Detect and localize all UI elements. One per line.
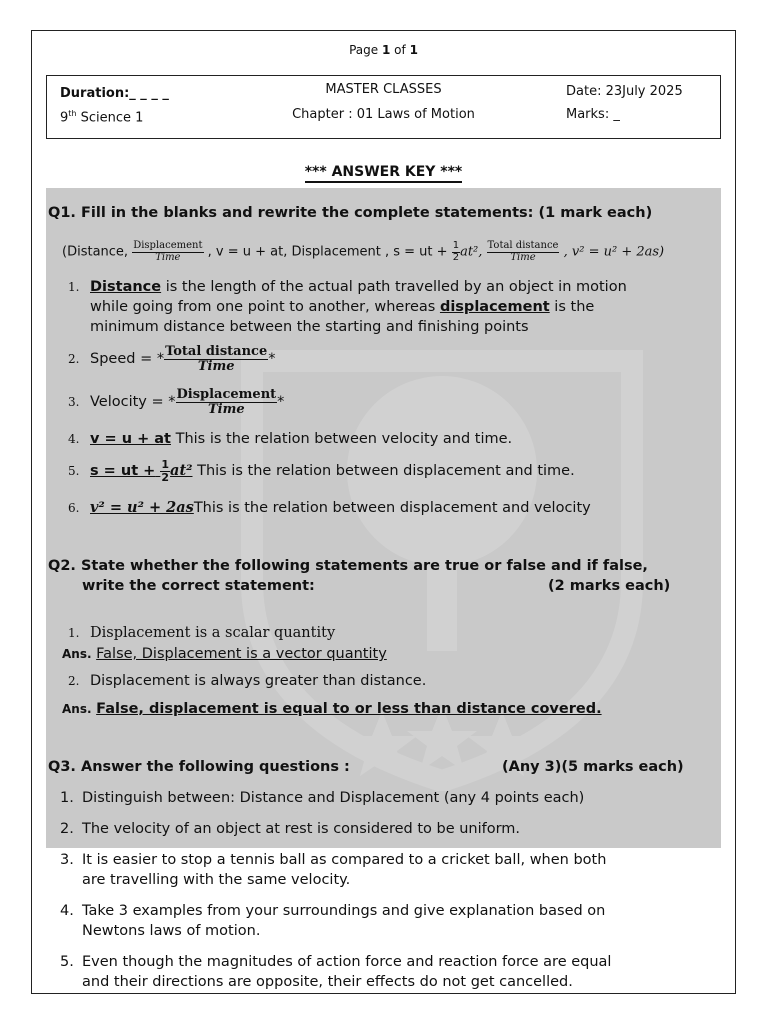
q3-item-5-line2: and their directions are opposite, their effects do not get cancelled. [82,974,573,990]
q1-item-1-line3: minimum distance between the starting and finishing points [90,319,529,335]
q1-item-4: 4. v = u + at This is the relation between velocity and time. [68,431,513,447]
page-label: Page [349,43,379,57]
header-box [46,75,721,139]
q2-answer-1: Ans. False, Displacement is a vector quantity [62,646,387,662]
page-total: 1 [409,43,418,57]
q1-item-5: 5. s = ut + $\frac{1}{2}$ at² This is the relation between displacement and time. [68,458,575,484]
institute-title: MASTER CLASSES [325,82,442,97]
q3-item-4-line2: Newtons laws of motion. [82,923,261,939]
q3-marks: (Any 3)(5 marks each) [502,759,684,775]
q2-marks: (2 marks each) [548,578,671,594]
chapter-title: Chapter : 01 Laws of Motion [292,107,475,122]
page-frame [31,30,736,994]
q2-answer-2: Ans. False, displacement is equal to or less than distance covered. [62,701,602,717]
q3-item-3: 3. It is easier to stop a tennis ball as compared to a cricket ball, when both [60,852,607,868]
q1-item-3: 3. Velocity = * $\frac{\text{Displacement}}{\text{Time}}$ * [68,387,285,417]
q2-heading-line2: write the correct statement: [82,578,315,594]
page-number [32,43,735,57]
q3-item-3-line2: are travelling with the same velocity. [82,872,351,888]
page-of: of [394,43,406,57]
q3-item-4: 4. Take 3 examples from your surroundings and give explanation based on [60,903,606,919]
watermark-emblem-icon [232,321,652,791]
q1-item-2: 2. Speed = * $\frac{\text{Total distance}}{\text{Time}}$ * [68,344,276,374]
answer-key-heading: *** ANSWER KEY *** [32,164,735,180]
class-label: 9th Science 1 [60,109,144,126]
q1-item-1-line2: while going from one point to another, whereas displacement is the [90,299,595,315]
q3-item-2: 2. The velocity of an object at rest is considered to be uniform. [60,821,521,837]
q3-item-5: 5. Even though the magnitudes of action force and reaction force are equal [60,954,612,970]
q1-heading: Q1. Fill in the blanks and rewrite the complete statements: (1 mark each) [48,205,653,221]
q3-heading: Q3. Answer the following questions : [48,759,350,775]
marks-label: Marks: _ [566,107,620,122]
date-label: Date: 23July 2025 [566,84,683,99]
page-current: 1 [381,43,391,57]
q3-item-1: 1. Distinguish between: Distance and Displacement (any 4 points each) [60,790,585,806]
q1-options: (Distance, $\frac{\text{Displacement}}{\text{Time}}$ , v = u + at, Displacement , s = ut + $\frac{1}{2}$ at², $\frac{\text{Total distance}}{\text{Time}}$ , v² = u² + 2as) [62,240,665,263]
q2-item-1: 1. Displacement is a scalar quantity [68,625,336,641]
duration-label: Duration:_ _ _ _ [60,86,169,101]
q2-heading: Q2. State whether the following statements are true or false and if false, [48,558,648,574]
q2-item-2: 2. Displacement is always greater than distance. [68,673,427,689]
q1-item-1: 1. Distance is the length of the actual path travelled by an object in motion [68,279,627,295]
q1-item-6: 6. v² = u² + 2asThis is the relation between displacement and velocity [68,499,591,516]
